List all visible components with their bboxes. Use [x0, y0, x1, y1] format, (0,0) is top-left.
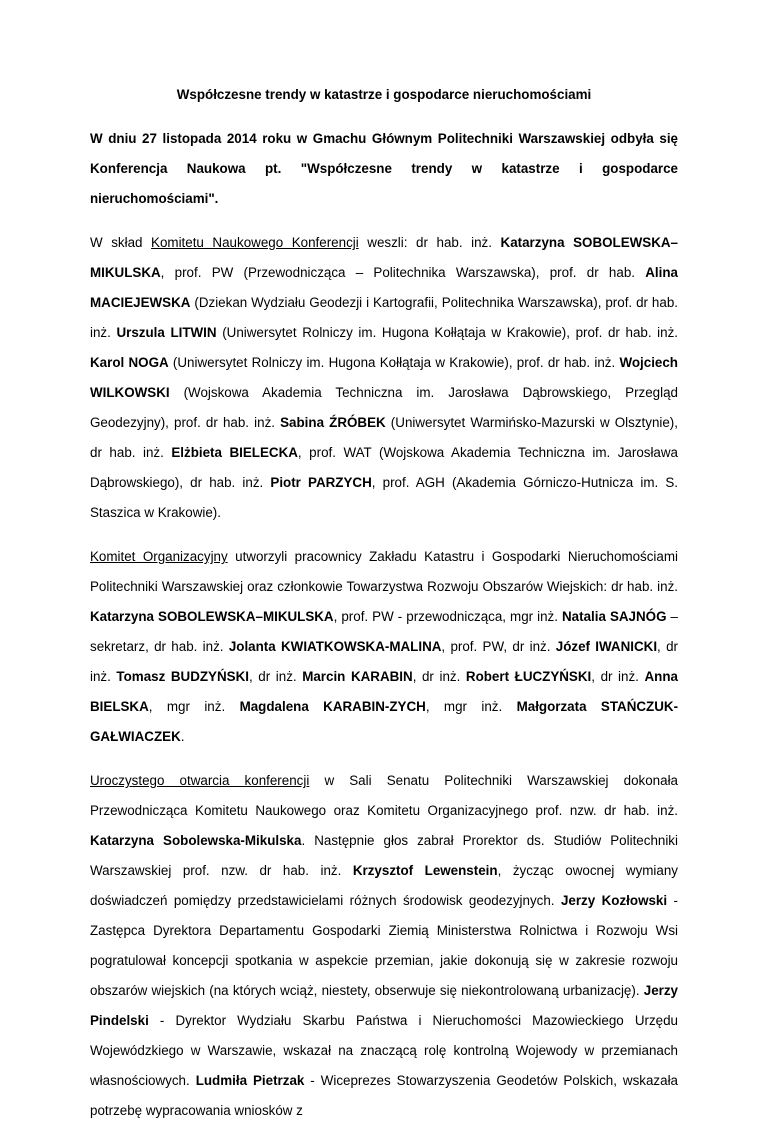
text-span: , życząc owocnej wymiany doświadczeń pomiędzy przedstawicielami różnych środowisk geodezyjnych. [90, 863, 678, 908]
document-title: Współczesne trendy w katastrze i gospodarce nieruchomościami [176, 87, 592, 102]
text-span: , dr inż. [412, 669, 466, 684]
text-span: weszli: dr hab. inż. [358, 235, 501, 250]
text-span: (Uniwersytet Rolniczy im. Hugona Kołłątaja w Krakowie), prof. dr hab. inż. [216, 325, 679, 340]
text-span: (Uniwersytet Warmińsko-Mazurski w Olsztynie), dr hab. inż. [90, 415, 678, 460]
person-name: Alina MACIEJEWSKA [90, 265, 678, 310]
text-span: , mgr inż. [425, 699, 517, 714]
person-name: Jerzy Kozłowski [560, 893, 668, 908]
text-span: , dr inż. [591, 669, 645, 684]
opening-paragraph [90, 766, 678, 1126]
person-name: Ludmiła Pietrzak [195, 1073, 305, 1088]
text-span: (Wojskowa Akademia Techniczna im. Jarosława Dąbrowskiego, Przegląd Geodezyjny), prof. dr hab. inż. [90, 385, 678, 430]
text-span: – sekretarz, dr hab. inż. [90, 609, 678, 654]
person-name: Krzysztof Lewenstein [352, 863, 498, 878]
person-name: Piotr PARZYCH [270, 475, 372, 490]
person-name: Wojciech WILKOWSKI [90, 355, 678, 400]
person-name: Urszula LITWIN [116, 325, 217, 340]
text-span: , dr inż. [248, 669, 303, 684]
person-name: Natalia SAJNÓG [562, 609, 667, 624]
text-span: . [180, 729, 185, 744]
scientific-committee-paragraph [90, 228, 678, 528]
text-span: (Dziekan Wydziału Geodezji i Kartografii, Politechnika Warszawska), prof. dr hab. inż. [90, 295, 678, 340]
text-span: , prof. PW (Przewodnicząca – Politechnika Warszawska), prof. dr hab. [160, 265, 646, 280]
person-name: Elżbieta BIELECKA [171, 445, 298, 460]
text-span: . Następnie głos zabrał Prorektor ds. Studiów Politechniki Warszawskiej prof. nzw. dr hab. inż. [90, 833, 678, 878]
text-span: , prof. PW - przewodnicząca, mgr inż. [333, 609, 563, 624]
organizing-committee-paragraph [90, 542, 678, 752]
lead-paragraph: W dniu 27 listopada 2014 roku w Gmachu Głównym Politechniki Warszawskiej odbyła się Konferencja Naukowa pt. "Współczesne trendy w katastrze i gospodarce nieruchomościami". [90, 131, 678, 206]
text-span: , mgr inż. [148, 699, 240, 714]
opening-heading: Uroczystego otwarcia konferencji [90, 773, 310, 788]
text-span: , dr inż. [90, 639, 678, 684]
person-name: Karol NOGA [90, 355, 169, 370]
person-name: Tomasz BUDZYŃSKI [116, 669, 249, 684]
person-name: Józef IWANICKI [555, 639, 658, 654]
text-span: (Uniwersytet Rolniczy im. Hugona Kołłątaja w Krakowie), prof. dr hab. inż. [168, 355, 620, 370]
text-span: , prof. AGH (Akademia Górniczo-Hutnicza im. S. Staszica w Krakowie). [90, 475, 679, 520]
text-span: W skład [90, 235, 152, 250]
person-name: Anna BIELSKA [90, 669, 678, 714]
person-name: Katarzyna SOBOLEWSKA–MIKULSKA [90, 235, 679, 280]
text-span: - Wiceprezes Stowarzyszenia Geodetów Polskich, wskazała potrzebę wypracowania wniosków z [90, 1073, 678, 1118]
person-name: Magdalena KARABIN-ZYCH [239, 699, 426, 714]
document-page [90, 80, 678, 1140]
text-span: w Sali Senatu Politechniki Warszawskiej dokonała Przewodnicząca Komitetu Naukowego oraz Komitetu Organizacyjnego prof. nzw. dr hab. inż. [90, 773, 678, 818]
person-name: Katarzyna SOBOLEWSKA–MIKULSKA [90, 609, 334, 624]
text-span: utworzyli pracownicy Zakładu Katastru i Gospodarki Nieruchomościami Politechniki Warszawskiej oraz członkowie Towarzystwa Rozwoju Obszarów Wiejskich: dr hab. inż. [90, 549, 678, 594]
person-name: Katarzyna Sobolewska-Mikulska [90, 833, 302, 848]
person-name: Jerzy Pindelski [90, 983, 678, 1028]
text-span: , prof. PW, dr inż. [441, 639, 556, 654]
person-name: Robert ŁUCZYŃSKI [465, 669, 592, 684]
person-name: Jolanta KWIATKOWSKA-MALINA [228, 639, 442, 654]
text-span: - Dyrektor Wydziału Skarbu Państwa i Nieruchomości Mazowieckiego Urzędu Wojewódzkiego w Warszawie, wskazał na znaczącą rolę kontrolną Wojewody w przemianach własnościowych. [90, 1013, 678, 1088]
text-span: - Zastępca Dyrektora Departamentu Gospodarki Ziemią Ministerstwa Rolnictwa i Rozwoju Wsi pogratulował koncepcji spotkania w aspekcie przemian, jakie dokonują się w zakresie rozwoju obszarów wiejskich (na których wciąż, niestety, obserwuje się niekontrolowaną urbanizację). [90, 893, 678, 998]
person-name: Marcin KARABIN [302, 669, 413, 684]
person-name: Sabina ŹRÓBEK [280, 415, 386, 430]
text-span: , prof. WAT (Wojskowa Akademia Techniczna im. Jarosława Dąbrowskiego), dr hab. inż. [90, 445, 678, 490]
person-name: Małgorzata STAŃCZUK-GAŁWIACZEK [90, 699, 679, 744]
scientific-committee-heading: Komitetu Naukowego Konferencji [151, 235, 359, 250]
organizing-committee-heading: Komitet Organizacyjny [90, 549, 228, 564]
